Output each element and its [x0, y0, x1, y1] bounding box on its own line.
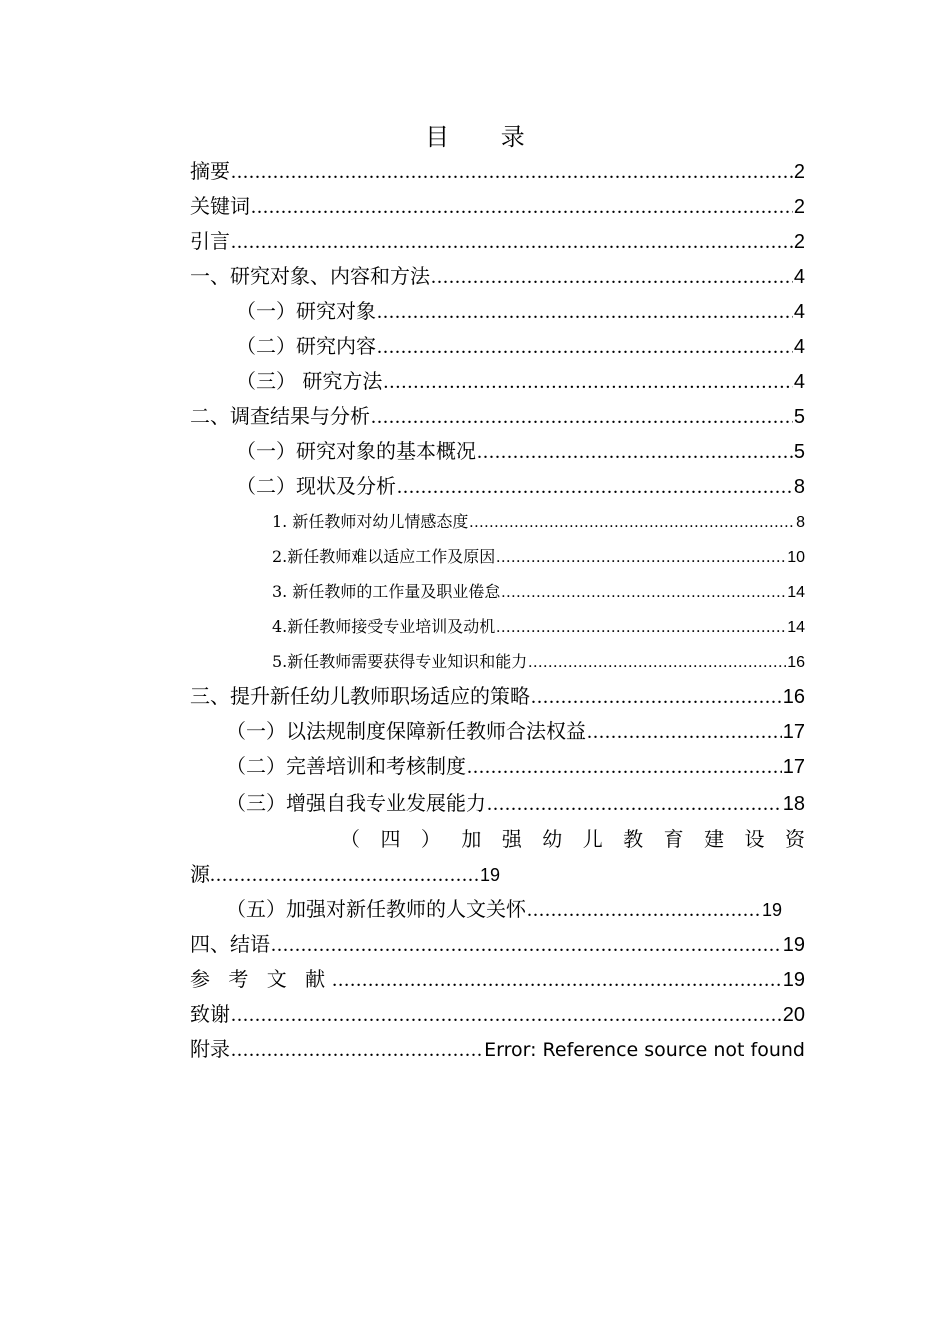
- dot-leader: [231, 1033, 483, 1068]
- dot-leader: [251, 190, 793, 225]
- toc-page-number: 16: [782, 686, 805, 708]
- toc-label: 源: [190, 862, 210, 886]
- toc-page-number: 2: [793, 161, 805, 183]
- toc-label-char: 儿: [582, 827, 603, 851]
- dot-leader: [377, 295, 793, 330]
- toc-entry-continuation: [190, 857, 500, 892]
- toc-page-number: 20: [782, 1004, 805, 1026]
- toc-page-number: 16: [787, 654, 805, 671]
- dot-leader: [332, 963, 782, 998]
- dot-leader: [431, 260, 793, 295]
- toc-page-number: 4: [793, 266, 805, 288]
- toc-page-number: 18: [782, 793, 805, 815]
- toc-page-number: 19: [761, 900, 782, 920]
- toc-label: 一、研究对象、内容和方法: [190, 264, 430, 288]
- toc-label: 三、提升新任幼儿教师职场适应的策略: [190, 684, 530, 708]
- dot-leader: [469, 505, 795, 540]
- dot-leader: [383, 365, 793, 400]
- toc-page-number: 2: [793, 196, 805, 218]
- toc-entry[interactable]: [190, 609, 805, 644]
- toc-label: （一）研究对象的基本概况: [236, 439, 476, 463]
- toc-label: 四、结语: [190, 932, 270, 956]
- toc-label-char: 四: [380, 827, 401, 851]
- toc-page-number: 5: [793, 441, 805, 463]
- toc-label-char: ）: [420, 827, 441, 851]
- toc-label: （三）增强自我专业发展能力: [226, 791, 486, 815]
- toc-label: （五）加强对新任教师的人文关怀: [226, 897, 526, 921]
- dot-leader: [527, 893, 761, 928]
- toc-label: 附录: [190, 1037, 230, 1061]
- toc-entry[interactable]: [190, 892, 782, 927]
- toc-label: 二、调查结果与分析: [190, 404, 370, 428]
- toc-label-char: （: [340, 827, 360, 851]
- dot-leader: [496, 540, 786, 575]
- toc-entry[interactable]: [190, 749, 805, 784]
- toc-page-number: 19: [782, 969, 805, 991]
- toc-entry[interactable]: [190, 294, 805, 329]
- toc-label: 参 考 文 献: [190, 967, 332, 991]
- toc-entry[interactable]: [190, 644, 805, 679]
- toc-label-char: 资: [784, 827, 805, 851]
- dot-leader: [528, 645, 786, 680]
- toc-label-char: 强: [501, 827, 522, 851]
- toc-entry[interactable]: [190, 189, 805, 224]
- toc-page-number: 5: [793, 406, 805, 428]
- toc-entry[interactable]: [190, 364, 805, 399]
- toc-label: 1. 新任教师对幼儿情感态度: [272, 512, 469, 531]
- toc-entry[interactable]: [190, 997, 805, 1032]
- dot-leader: [477, 435, 793, 470]
- toc-entry[interactable]: [190, 259, 805, 294]
- toc-label: （三） 研究方法: [236, 369, 383, 393]
- dot-leader: [501, 575, 786, 610]
- toc-entry[interactable]: [190, 329, 805, 364]
- toc-label-char: 设: [744, 827, 765, 851]
- toc-entry[interactable]: [190, 962, 805, 997]
- dot-leader: [487, 785, 782, 823]
- toc-label: 致谢: [190, 1002, 230, 1026]
- toc-page-number: 14: [787, 584, 805, 601]
- toc-label-justified: [190, 822, 805, 857]
- toc-page-number: 4: [793, 371, 805, 393]
- toc-label-char: 幼: [542, 827, 563, 851]
- toc-label-char: 加: [461, 827, 482, 851]
- toc-page-number: 17: [782, 721, 805, 743]
- toc-label: （二）现状及分析: [236, 474, 396, 498]
- toc-label: （一）以法规制度保障新任教师合法权益: [226, 719, 586, 743]
- toc-page-number: 10: [787, 549, 805, 566]
- toc-label: 引言: [190, 229, 230, 253]
- dot-leader: [467, 750, 782, 785]
- dot-leader: [231, 225, 793, 260]
- table-of-contents: [190, 154, 805, 1067]
- toc-entry[interactable]: [190, 224, 805, 259]
- toc-entry[interactable]: [190, 679, 805, 714]
- toc-entry[interactable]: [190, 714, 805, 749]
- dot-leader: [496, 610, 786, 645]
- toc-entry[interactable]: [190, 469, 805, 504]
- toc-label: 摘要: [190, 159, 230, 183]
- toc-page-number: 4: [793, 301, 805, 323]
- toc-entry[interactable]: [190, 539, 805, 574]
- page-title: 目 录: [425, 123, 547, 151]
- toc-label-char: 建: [704, 827, 725, 851]
- dot-leader: [210, 858, 480, 893]
- toc-label: 5.新任教师需要获得专业知识和能力: [272, 652, 528, 671]
- toc-page-number: 19: [479, 865, 500, 885]
- dot-leader: [231, 155, 793, 190]
- toc-label-char: 育: [663, 827, 684, 851]
- dot-leader: [531, 680, 782, 715]
- dot-leader: [231, 998, 782, 1033]
- toc-page-number: 4: [793, 336, 805, 358]
- toc-entry[interactable]: [190, 784, 805, 822]
- dot-leader: [397, 470, 793, 505]
- toc-entry[interactable]: [190, 399, 805, 434]
- dot-leader: [271, 928, 782, 963]
- toc-entry[interactable]: [190, 154, 805, 189]
- toc-label: 3. 新任教师的工作量及职业倦怠: [272, 582, 501, 601]
- toc-entry-wrapped[interactable]: [190, 822, 805, 892]
- toc-entry[interactable]: [190, 927, 805, 962]
- toc-page-number: 2: [793, 231, 805, 253]
- toc-entry[interactable]: [190, 1032, 805, 1067]
- dot-leader: [587, 715, 782, 750]
- toc-entry[interactable]: [190, 434, 805, 469]
- toc-page-number: Error: Reference source not found: [484, 1039, 805, 1061]
- toc-entry[interactable]: [190, 504, 805, 539]
- toc-label: 2.新任教师难以适应工作及原因: [272, 547, 496, 566]
- toc-label-char: 教: [623, 827, 644, 851]
- toc-label: 关键词: [190, 194, 250, 218]
- toc-page-number: 8: [796, 514, 805, 531]
- toc-page-number: 8: [793, 476, 805, 498]
- toc-label: （二）完善培训和考核制度: [226, 754, 466, 778]
- toc-page-number: 17: [782, 756, 805, 778]
- toc-label: （一）研究对象: [236, 299, 376, 323]
- toc-label: 4.新任教师接受专业培训及动机: [272, 617, 496, 636]
- toc-label: （二）研究内容: [236, 334, 376, 358]
- toc-page-number: 14: [787, 619, 805, 636]
- dot-leader: [377, 330, 793, 365]
- toc-page-number: 19: [782, 934, 805, 956]
- dot-leader: [371, 400, 793, 435]
- toc-entry[interactable]: [190, 574, 805, 609]
